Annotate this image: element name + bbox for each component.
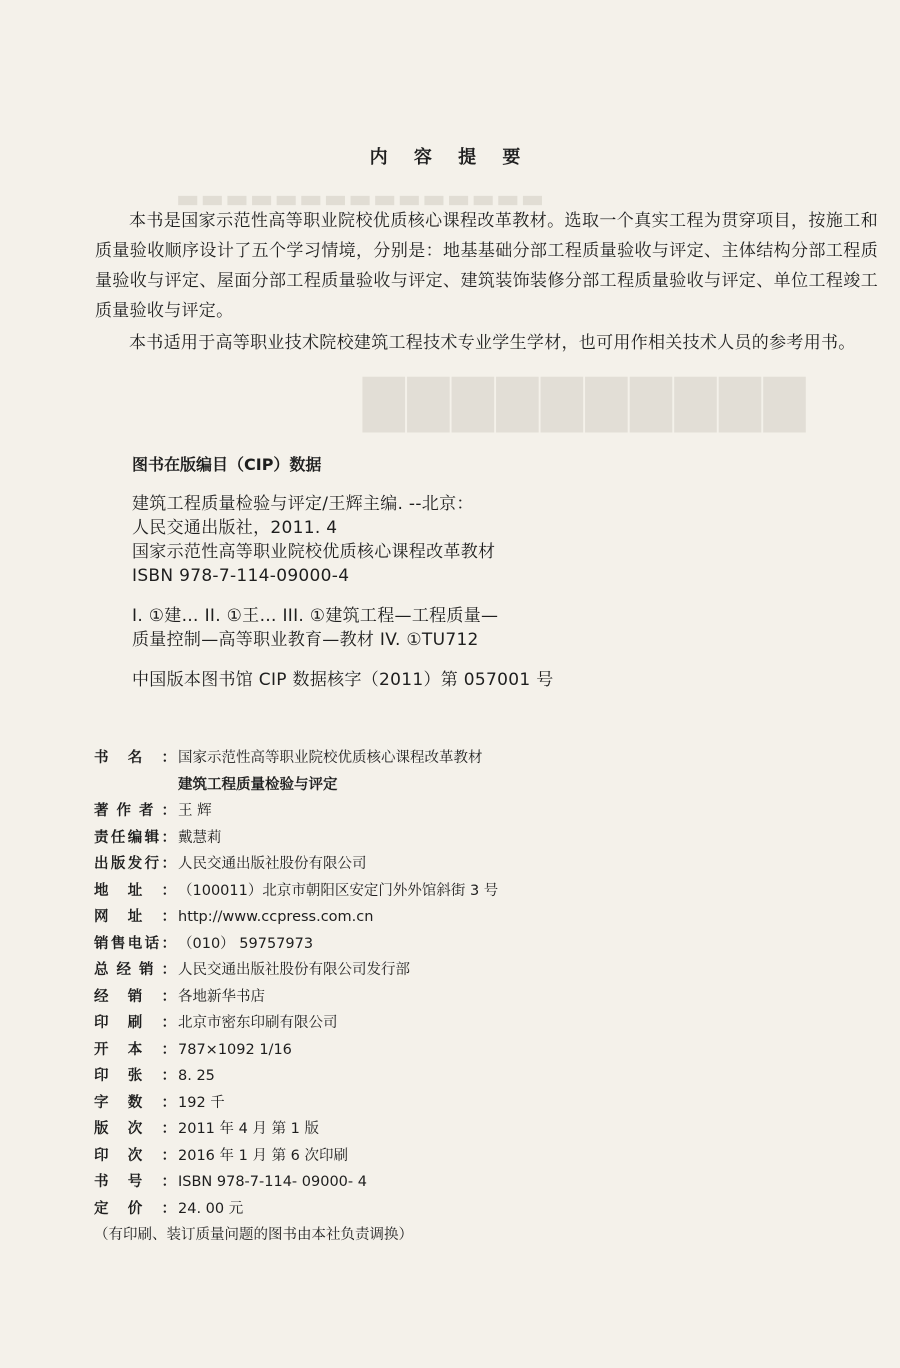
publication-details bbox=[94, 745, 498, 1249]
book-title: 建筑工程质量检验与评定 bbox=[178, 776, 338, 793]
detail-label: 地址： bbox=[94, 882, 176, 899]
detail-row bbox=[94, 1143, 498, 1170]
detail-row bbox=[94, 1010, 498, 1037]
cip-spacer bbox=[132, 652, 554, 668]
book-series: 国家示范性高等职业院校优质核心课程改革教材 bbox=[178, 750, 483, 766]
detail-row bbox=[94, 904, 498, 931]
detail-value: 戴慧莉 bbox=[178, 829, 222, 846]
detail-label: 书名： bbox=[94, 750, 176, 766]
detail-label: 著作者： bbox=[94, 803, 176, 819]
cip-line: 国家示范性高等职业院校优质核心课程改革教材 bbox=[132, 542, 496, 562]
detail-label: 书号： bbox=[94, 1174, 176, 1190]
cip-line: I. ①建… II. ①王… III. ①建筑工程—工程质量— bbox=[132, 606, 499, 626]
cip-heading: 图书在版编目（CIP）数据 bbox=[132, 455, 322, 474]
cip-line: 质量控制—高等职业教育—教材 IV. ①TU712 bbox=[132, 630, 479, 650]
detail-row bbox=[94, 957, 498, 984]
detail-label: 责任编辑： bbox=[94, 829, 176, 846]
detail-value: 24. 00 元 bbox=[178, 1200, 244, 1217]
bleed-through-series: ▬▬▬▬▬▬▬▬▬▬▬▬▬▬▬ bbox=[175, 184, 545, 213]
detail-value: 787×1092 1/16 bbox=[178, 1041, 292, 1058]
detail-label: 版次： bbox=[94, 1121, 176, 1137]
detail-label: 开本： bbox=[94, 1041, 176, 1058]
detail-label: 印次： bbox=[94, 1147, 176, 1164]
cip-line: ISBN 978-7-114-09000-4 bbox=[132, 566, 350, 586]
detail-row bbox=[94, 931, 498, 958]
detail-row bbox=[94, 878, 498, 905]
detail-value: 人民交通出版社股份有限公司 bbox=[178, 856, 367, 872]
detail-row bbox=[94, 984, 498, 1011]
detail-row bbox=[94, 1196, 498, 1223]
detail-value: （100011）北京市朝阳区安定门外外馆斜街 3 号 bbox=[178, 882, 499, 899]
bleed-through-title: ▇▇▇▇▇▇▇▇▇▇ bbox=[360, 368, 806, 432]
detail-label: 印刷： bbox=[94, 1015, 176, 1031]
summary-paragraph: 本书是国家示范性高等职业院校优质核心课程改革教材。选取一个真实工程为贯穿项目，按施工和质量验收顺序设计了五个学习情境，分别是：地基基础分部工程质量验收与评定、主体结构分部工程质量验收与评定、屋面分部工程质量验收与评定、建筑装饰装修分部工程质量验收与评定、单位工程竣工质量验收与评定。 bbox=[95, 211, 878, 321]
summary-paragraph: 本书适用于高等职业技术院校建筑工程技术专业学生学材，也可用作相关技术人员的参考用书。 bbox=[129, 333, 856, 353]
detail-value: 2016 年 1 月 第 6 次印刷 bbox=[178, 1147, 349, 1164]
detail-label: 经销： bbox=[94, 988, 176, 1005]
detail-row bbox=[94, 798, 498, 825]
detail-value: 8. 25 bbox=[178, 1068, 215, 1084]
detail-label: 网址： bbox=[94, 909, 176, 925]
cip-record bbox=[132, 492, 554, 692]
cip-line: 中国版本图书馆 CIP 数据核字（2011）第 057001 号 bbox=[132, 670, 554, 690]
detail-label: 总经销： bbox=[94, 962, 176, 978]
summary-body bbox=[95, 206, 878, 358]
cip-line: 人民交通出版社，2011. 4 bbox=[132, 518, 338, 538]
detail-value: 北京市密东印刷有限公司 bbox=[178, 1015, 338, 1031]
detail-value: （010） 59757973 bbox=[178, 935, 314, 952]
cip-spacer bbox=[132, 588, 554, 604]
detail-value: ISBN 978-7-114- 09000- 4 bbox=[178, 1174, 367, 1190]
detail-value: 2011 年 4 月 第 1 版 bbox=[178, 1121, 320, 1137]
detail-value: 王 辉 bbox=[178, 803, 212, 819]
detail-value: 192 千 bbox=[178, 1094, 225, 1111]
detail-label: 销售电话： bbox=[94, 935, 176, 952]
detail-row-book-name bbox=[94, 745, 498, 798]
detail-row bbox=[94, 1169, 498, 1196]
detail-row bbox=[94, 825, 498, 852]
detail-label: 出版发行： bbox=[94, 856, 176, 872]
summary-heading: 内 容 提 要 bbox=[369, 147, 531, 168]
cip-line: 建筑工程质量检验与评定/王辉主编. --北京： bbox=[132, 494, 474, 514]
detail-row bbox=[94, 1037, 498, 1064]
exchange-note: （有印刷、装订质量问题的图书由本社负责调换） bbox=[94, 1227, 413, 1243]
detail-label: 印张： bbox=[94, 1068, 176, 1084]
detail-row bbox=[94, 1090, 498, 1117]
detail-value: 各地新华书店 bbox=[178, 988, 265, 1005]
detail-label: 定价： bbox=[94, 1200, 176, 1217]
detail-row bbox=[94, 1063, 498, 1090]
detail-row bbox=[94, 1116, 498, 1143]
detail-row bbox=[94, 851, 498, 878]
detail-label: 字数： bbox=[94, 1094, 176, 1111]
detail-value: 人民交通出版社股份有限公司发行部 bbox=[178, 962, 410, 978]
detail-value: http://www.ccpress.com.cn bbox=[178, 909, 374, 925]
